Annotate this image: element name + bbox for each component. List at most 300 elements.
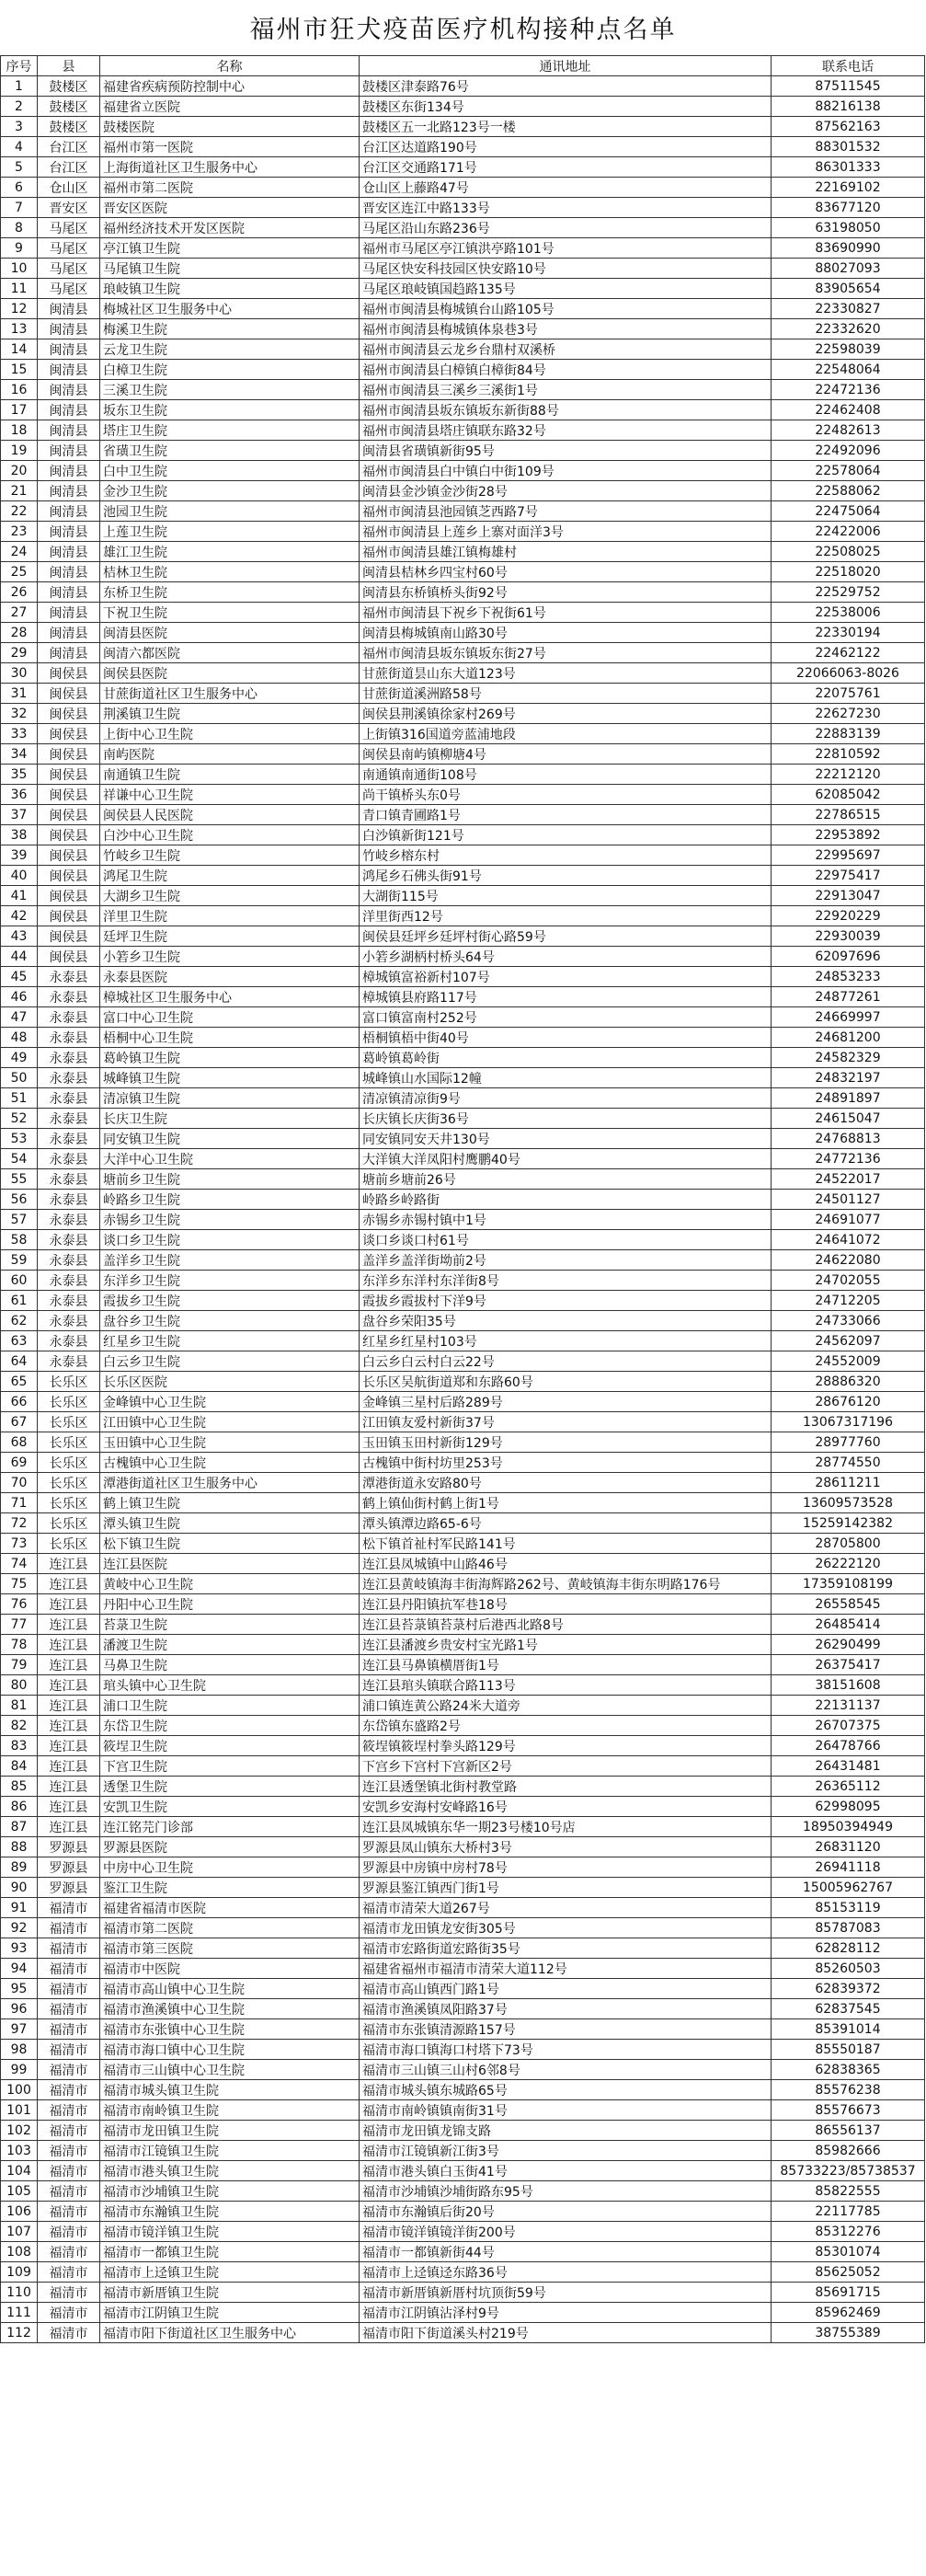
row-county: 永泰县 — [38, 967, 100, 987]
row-serial-number: 82 — [1, 1716, 38, 1736]
row-address: 赤锡乡赤锡村镇中1号 — [360, 1210, 772, 1230]
table-row — [1, 684, 925, 704]
row-address: 连江县琯头镇联合路113号 — [360, 1675, 772, 1696]
row-phone: 85260503 — [772, 1959, 925, 1979]
row-address: 竹岐乡榕东村 — [360, 845, 772, 866]
row-county: 闽清县 — [38, 603, 100, 623]
table-row — [1, 1797, 925, 1817]
row-name: 白樟卫生院 — [100, 360, 360, 380]
row-phone: 26375417 — [772, 1655, 925, 1675]
row-phone: 22786515 — [772, 805, 925, 825]
row-phone: 88301532 — [772, 137, 925, 157]
row-county: 罗源县 — [38, 1878, 100, 1898]
row-address: 上街镇316国道旁蓝浦地段 — [360, 724, 772, 744]
row-address: 闽侯县廷坪乡廷坪村街心路59号 — [360, 926, 772, 947]
row-county: 闽侯县 — [38, 866, 100, 886]
row-name: 福清市高山镇中心卫生院 — [100, 1979, 360, 1999]
row-address: 长乐区吴航街道郑和东路60号 — [360, 1372, 772, 1392]
row-phone: 22975417 — [772, 866, 925, 886]
row-serial-number: 83 — [1, 1736, 38, 1756]
row-address: 闽清县梅城镇南山路30号 — [360, 623, 772, 643]
row-county: 福清市 — [38, 1999, 100, 2019]
row-name: 金沙卫生院 — [100, 481, 360, 501]
row-serial-number: 94 — [1, 1959, 38, 1979]
row-phone: 22330194 — [772, 623, 925, 643]
row-address: 玉田镇玉田村新街129号 — [360, 1432, 772, 1453]
row-county: 闽侯县 — [38, 947, 100, 967]
row-serial-number: 112 — [1, 2323, 38, 2343]
row-phone: 28705800 — [772, 1534, 925, 1554]
row-county: 长乐区 — [38, 1513, 100, 1534]
row-name: 福清市三山镇中心卫生院 — [100, 2060, 360, 2080]
row-name: 南通镇卫生院 — [100, 765, 360, 785]
row-phone: 22548064 — [772, 360, 925, 380]
row-serial-number: 23 — [1, 522, 38, 542]
row-phone: 87562163 — [772, 117, 925, 137]
row-address: 连江县凤城镇中山路46号 — [360, 1554, 772, 1574]
row-phone: 26707375 — [772, 1716, 925, 1736]
row-county: 福清市 — [38, 2121, 100, 2141]
row-county: 连江县 — [38, 1574, 100, 1594]
row-county: 闽清县 — [38, 542, 100, 562]
row-county: 连江县 — [38, 1716, 100, 1736]
row-phone: 62828112 — [772, 1938, 925, 1959]
row-name: 安凯卫生院 — [100, 1797, 360, 1817]
row-phone: 85691715 — [772, 2283, 925, 2303]
row-phone: 24622080 — [772, 1250, 925, 1271]
row-name: 福清市城头镇卫生院 — [100, 2080, 360, 2100]
row-phone: 85822555 — [772, 2181, 925, 2202]
row-name: 松下镇卫生院 — [100, 1534, 360, 1554]
row-phone: 24772136 — [772, 1149, 925, 1169]
row-county: 闽侯县 — [38, 744, 100, 765]
row-phone: 13609573528 — [772, 1493, 925, 1513]
row-address: 古槐镇中街村坊里253号 — [360, 1453, 772, 1473]
row-county: 长乐区 — [38, 1534, 100, 1554]
row-serial-number: 77 — [1, 1615, 38, 1635]
row-county: 闽清县 — [38, 623, 100, 643]
row-county: 福清市 — [38, 2303, 100, 2323]
table-row — [1, 1615, 925, 1635]
row-county: 永泰县 — [38, 1169, 100, 1190]
row-serial-number: 89 — [1, 1857, 38, 1878]
row-name: 亭江镇卫生院 — [100, 238, 360, 259]
row-county: 闽清县 — [38, 319, 100, 339]
row-county: 连江县 — [38, 1594, 100, 1615]
row-serial-number: 107 — [1, 2222, 38, 2242]
row-address: 小箬乡湖柄村桥头64号 — [360, 947, 772, 967]
row-county: 连江县 — [38, 1635, 100, 1655]
table-row — [1, 1473, 925, 1493]
row-address: 福清市港头镇白玉街41号 — [360, 2161, 772, 2181]
row-name: 福建省福清市医院 — [100, 1898, 360, 1918]
row-name: 福清市阳下街道社区卫生服务中心 — [100, 2323, 360, 2343]
row-serial-number: 58 — [1, 1230, 38, 1250]
row-name: 池园卫生院 — [100, 501, 360, 522]
row-serial-number: 54 — [1, 1149, 38, 1169]
row-serial-number: 27 — [1, 603, 38, 623]
row-name: 福州市第二医院 — [100, 178, 360, 198]
table-row — [1, 1817, 925, 1837]
row-name: 葛岭镇卫生院 — [100, 1048, 360, 1068]
table-row — [1, 299, 925, 319]
row-county: 福清市 — [38, 1979, 100, 1999]
row-phone: 87511545 — [772, 76, 925, 97]
row-address: 福清市龙田镇龙锦支路 — [360, 2121, 772, 2141]
row-phone: 22212120 — [772, 765, 925, 785]
row-county: 福清市 — [38, 2181, 100, 2202]
row-phone: 62085042 — [772, 785, 925, 805]
row-county: 福清市 — [38, 2161, 100, 2181]
row-name: 坂东卫生院 — [100, 400, 360, 420]
row-name: 黄岐中心卫生院 — [100, 1574, 360, 1594]
row-county: 闽清县 — [38, 380, 100, 400]
row-address: 岭路乡岭路街 — [360, 1190, 772, 1210]
row-serial-number: 63 — [1, 1331, 38, 1351]
row-county: 永泰县 — [38, 1210, 100, 1230]
row-address: 安凯乡安海村安峰路16号 — [360, 1797, 772, 1817]
row-serial-number: 87 — [1, 1817, 38, 1837]
row-name: 下宫卫生院 — [100, 1756, 360, 1777]
row-phone: 24702055 — [772, 1271, 925, 1291]
row-serial-number: 102 — [1, 2121, 38, 2141]
row-phone: 22117785 — [772, 2202, 925, 2222]
row-name: 透堡卫生院 — [100, 1777, 360, 1797]
row-serial-number: 105 — [1, 2181, 38, 2202]
row-phone: 24615047 — [772, 1109, 925, 1129]
row-county: 罗源县 — [38, 1857, 100, 1878]
table-row — [1, 926, 925, 947]
table-row — [1, 97, 925, 117]
row-name: 福建省疾病预防控制中心 — [100, 76, 360, 97]
row-name: 连江铭芫门诊部 — [100, 1817, 360, 1837]
row-address: 福清市江阴镇沾泽村9号 — [360, 2303, 772, 2323]
table-row — [1, 2161, 925, 2181]
row-phone: 26431481 — [772, 1756, 925, 1777]
table-row — [1, 643, 925, 663]
row-phone: 86301333 — [772, 157, 925, 178]
row-serial-number: 86 — [1, 1797, 38, 1817]
row-address: 连江县丹阳镇抗军巷18号 — [360, 1594, 772, 1615]
row-county: 闽清县 — [38, 339, 100, 360]
row-serial-number: 30 — [1, 663, 38, 684]
row-serial-number: 51 — [1, 1088, 38, 1109]
table-row — [1, 441, 925, 461]
row-serial-number: 3 — [1, 117, 38, 137]
row-name: 雄江卫生院 — [100, 542, 360, 562]
row-name: 长庆卫生院 — [100, 1109, 360, 1129]
table-row — [1, 1007, 925, 1028]
row-serial-number: 84 — [1, 1756, 38, 1777]
row-name: 闽侯县人民医院 — [100, 805, 360, 825]
row-phone: 86556137 — [772, 2121, 925, 2141]
row-county: 罗源县 — [38, 1837, 100, 1857]
row-phone: 83905654 — [772, 279, 925, 299]
row-address: 南通镇南通街108号 — [360, 765, 772, 785]
row-county: 永泰县 — [38, 1351, 100, 1372]
row-serial-number: 29 — [1, 643, 38, 663]
row-serial-number: 91 — [1, 1898, 38, 1918]
row-serial-number: 62 — [1, 1311, 38, 1331]
row-name: 荆溪镇卫生院 — [100, 704, 360, 724]
row-serial-number: 64 — [1, 1351, 38, 1372]
header-county: 县 — [38, 56, 100, 76]
row-county: 永泰县 — [38, 1291, 100, 1311]
row-county: 闽侯县 — [38, 886, 100, 906]
table-row — [1, 2303, 925, 2323]
row-serial-number: 12 — [1, 299, 38, 319]
row-county: 福清市 — [38, 2262, 100, 2283]
row-address: 东洋乡东洋村东洋街8号 — [360, 1271, 772, 1291]
table-row — [1, 157, 925, 178]
row-phone: 22131137 — [772, 1696, 925, 1716]
row-name: 金峰镇中心卫生院 — [100, 1392, 360, 1412]
row-county: 福清市 — [38, 2323, 100, 2343]
table-row — [1, 2080, 925, 2100]
row-address: 台江区交通路171号 — [360, 157, 772, 178]
row-address: 闽清县省璜镇新街95号 — [360, 441, 772, 461]
row-serial-number: 99 — [1, 2060, 38, 2080]
row-name: 福清市东瀚镇卫生院 — [100, 2202, 360, 2222]
table-row — [1, 1432, 925, 1453]
row-serial-number: 2 — [1, 97, 38, 117]
row-phone: 28774550 — [772, 1453, 925, 1473]
row-address: 东岱镇东盛路2号 — [360, 1716, 772, 1736]
row-county: 连江县 — [38, 1696, 100, 1716]
row-county: 永泰县 — [38, 1271, 100, 1291]
row-phone: 22518020 — [772, 562, 925, 582]
table-row — [1, 76, 925, 97]
table-row — [1, 279, 925, 299]
row-phone: 24891897 — [772, 1088, 925, 1109]
row-name: 鉴江卫生院 — [100, 1878, 360, 1898]
row-county: 仓山区 — [38, 178, 100, 198]
row-name: 福州市第一医院 — [100, 137, 360, 157]
table-row — [1, 2181, 925, 2202]
row-address: 富口镇富南村252号 — [360, 1007, 772, 1028]
row-name: 鸿尾卫生院 — [100, 866, 360, 886]
row-name: 古槐镇中心卫生院 — [100, 1453, 360, 1473]
table-row — [1, 542, 925, 562]
row-county: 闽侯县 — [38, 906, 100, 926]
row-phone: 85576238 — [772, 2080, 925, 2100]
table-row — [1, 663, 925, 684]
row-name: 白沙中心卫生院 — [100, 825, 360, 845]
row-serial-number: 57 — [1, 1210, 38, 1230]
row-address: 葛岭镇葛岭街 — [360, 1048, 772, 1068]
row-phone: 22462122 — [772, 643, 925, 663]
clinic-table — [0, 55, 925, 2343]
row-county: 福清市 — [38, 1959, 100, 1979]
row-serial-number: 38 — [1, 825, 38, 845]
table-row — [1, 461, 925, 481]
row-address: 连江县黄岐镇海丰街海辉路262号、黄岐镇海丰街东明路176号 — [360, 1574, 772, 1594]
row-serial-number: 68 — [1, 1432, 38, 1453]
row-name: 南屿医院 — [100, 744, 360, 765]
row-address: 福清市高山镇西门路1号 — [360, 1979, 772, 1999]
row-phone: 85301074 — [772, 2242, 925, 2262]
table-row — [1, 1857, 925, 1878]
row-name: 云龙卫生院 — [100, 339, 360, 360]
row-name: 盘谷乡卫生院 — [100, 1311, 360, 1331]
row-phone: 88027093 — [772, 259, 925, 279]
row-phone: 85312276 — [772, 2222, 925, 2242]
row-serial-number: 25 — [1, 562, 38, 582]
row-county: 闽侯县 — [38, 926, 100, 947]
row-address: 福清市海口镇海口村塔下73号 — [360, 2040, 772, 2060]
row-serial-number: 52 — [1, 1109, 38, 1129]
row-address: 福州市闽清县三溪乡三溪街1号 — [360, 380, 772, 400]
row-phone: 62998095 — [772, 1797, 925, 1817]
row-phone: 26365112 — [772, 1777, 925, 1797]
row-address: 长庆镇长庆街36号 — [360, 1109, 772, 1129]
row-name: 福清市新厝镇卫生院 — [100, 2283, 360, 2303]
row-phone: 15259142382 — [772, 1513, 925, 1534]
row-name: 苔菉卫生院 — [100, 1615, 360, 1635]
row-phone: 22529752 — [772, 582, 925, 603]
row-county: 永泰县 — [38, 1190, 100, 1210]
table-row — [1, 1068, 925, 1088]
row-county: 闽侯县 — [38, 684, 100, 704]
row-address: 福州市马尾区亭江镇洪亭路101号 — [360, 238, 772, 259]
row-name: 福州经济技术开发区医院 — [100, 218, 360, 238]
row-serial-number: 1 — [1, 76, 38, 97]
table-row — [1, 1493, 925, 1513]
row-address: 闽清县东桥镇桥头街92号 — [360, 582, 772, 603]
row-name: 大湖乡卫生院 — [100, 886, 360, 906]
row-address: 红星乡红星村103号 — [360, 1331, 772, 1351]
row-name: 筱埕卫生院 — [100, 1736, 360, 1756]
row-serial-number: 106 — [1, 2202, 38, 2222]
row-serial-number: 19 — [1, 441, 38, 461]
row-serial-number: 35 — [1, 765, 38, 785]
row-name: 谈口乡卫生院 — [100, 1230, 360, 1250]
row-address: 福清市三山镇三山村6邻8号 — [360, 2060, 772, 2080]
row-address: 福州市闽清县坂东镇坂东街27号 — [360, 643, 772, 663]
row-serial-number: 32 — [1, 704, 38, 724]
row-serial-number: 47 — [1, 1007, 38, 1028]
row-address: 梧桐镇梧中街40号 — [360, 1028, 772, 1048]
row-serial-number: 33 — [1, 724, 38, 744]
row-address: 大湖街115号 — [360, 886, 772, 906]
table-row — [1, 1999, 925, 2019]
row-county: 永泰县 — [38, 1109, 100, 1129]
row-address: 马尾区琅岐镇国趋路135号 — [360, 279, 772, 299]
row-phone: 24733066 — [772, 1311, 925, 1331]
row-phone: 24681200 — [772, 1028, 925, 1048]
row-serial-number: 98 — [1, 2040, 38, 2060]
row-county: 永泰县 — [38, 1250, 100, 1271]
row-serial-number: 42 — [1, 906, 38, 926]
table-row — [1, 1271, 925, 1291]
row-address: 福清市东瀚镇后街20号 — [360, 2202, 772, 2222]
row-address: 连江县马鼻镇横厝街1号 — [360, 1655, 772, 1675]
table-row — [1, 1372, 925, 1392]
row-serial-number: 67 — [1, 1412, 38, 1432]
row-serial-number: 44 — [1, 947, 38, 967]
row-county: 台江区 — [38, 137, 100, 157]
row-name: 霞拔乡卫生院 — [100, 1291, 360, 1311]
row-county: 福清市 — [38, 2283, 100, 2303]
row-name: 祥谦中心卫生院 — [100, 785, 360, 805]
row-serial-number: 92 — [1, 1918, 38, 1938]
row-serial-number: 104 — [1, 2161, 38, 2181]
row-name: 下祝卫生院 — [100, 603, 360, 623]
row-address: 福清市渔溪镇凤阳路37号 — [360, 1999, 772, 2019]
table-row — [1, 1574, 925, 1594]
row-phone: 24582329 — [772, 1048, 925, 1068]
header-phone: 联系电话 — [772, 56, 925, 76]
row-serial-number: 97 — [1, 2019, 38, 2040]
row-phone: 24562097 — [772, 1331, 925, 1351]
table-row — [1, 825, 925, 845]
row-address: 福清市南岭镇镇南街31号 — [360, 2100, 772, 2121]
row-phone: 26941118 — [772, 1857, 925, 1878]
table-row — [1, 1837, 925, 1857]
row-name: 三溪卫生院 — [100, 380, 360, 400]
row-county: 闽清县 — [38, 360, 100, 380]
table-row — [1, 380, 925, 400]
row-serial-number: 4 — [1, 137, 38, 157]
row-county: 永泰县 — [38, 1149, 100, 1169]
row-county: 永泰县 — [38, 1028, 100, 1048]
row-serial-number: 17 — [1, 400, 38, 420]
row-phone: 22075761 — [772, 684, 925, 704]
row-address: 筱埕镇筱埕村拳头路129号 — [360, 1736, 772, 1756]
row-serial-number: 96 — [1, 1999, 38, 2019]
row-phone: 22475064 — [772, 501, 925, 522]
table-row — [1, 2323, 925, 2343]
row-serial-number: 53 — [1, 1129, 38, 1149]
table-row — [1, 2100, 925, 2121]
row-serial-number: 15 — [1, 360, 38, 380]
table-row — [1, 987, 925, 1007]
row-county: 连江县 — [38, 1675, 100, 1696]
row-name: 梧桐中心卫生院 — [100, 1028, 360, 1048]
table-row — [1, 1979, 925, 1999]
row-address: 谈口乡谈口村61号 — [360, 1230, 772, 1250]
row-name: 潭头镇卫生院 — [100, 1513, 360, 1534]
table-row — [1, 117, 925, 137]
row-address: 福州市闽清县雄江镇梅雄村 — [360, 542, 772, 562]
table-row — [1, 360, 925, 380]
table-row — [1, 1777, 925, 1797]
row-county: 闽侯县 — [38, 704, 100, 724]
row-phone: 15005962767 — [772, 1878, 925, 1898]
row-county: 闽清县 — [38, 643, 100, 663]
row-name: 福清市第三医院 — [100, 1938, 360, 1959]
row-phone: 85153119 — [772, 1898, 925, 1918]
table-row — [1, 1534, 925, 1554]
row-name: 闽侯县医院 — [100, 663, 360, 684]
table-row — [1, 1898, 925, 1918]
table-row — [1, 1716, 925, 1736]
row-serial-number: 108 — [1, 2242, 38, 2262]
row-phone: 22920229 — [772, 906, 925, 926]
row-phone: 85391014 — [772, 2019, 925, 2040]
row-phone: 24712205 — [772, 1291, 925, 1311]
table-row — [1, 2283, 925, 2303]
row-county: 福清市 — [38, 1918, 100, 1938]
row-name: 白中卫生院 — [100, 461, 360, 481]
row-name: 福清市港头镇卫生院 — [100, 2161, 360, 2181]
row-name: 福清市镜洋镇卫生院 — [100, 2222, 360, 2242]
table-row — [1, 1878, 925, 1898]
row-address: 福清市上迳镇迳东路36号 — [360, 2262, 772, 2283]
row-phone: 28977760 — [772, 1432, 925, 1453]
table-row — [1, 1109, 925, 1129]
row-serial-number: 14 — [1, 339, 38, 360]
